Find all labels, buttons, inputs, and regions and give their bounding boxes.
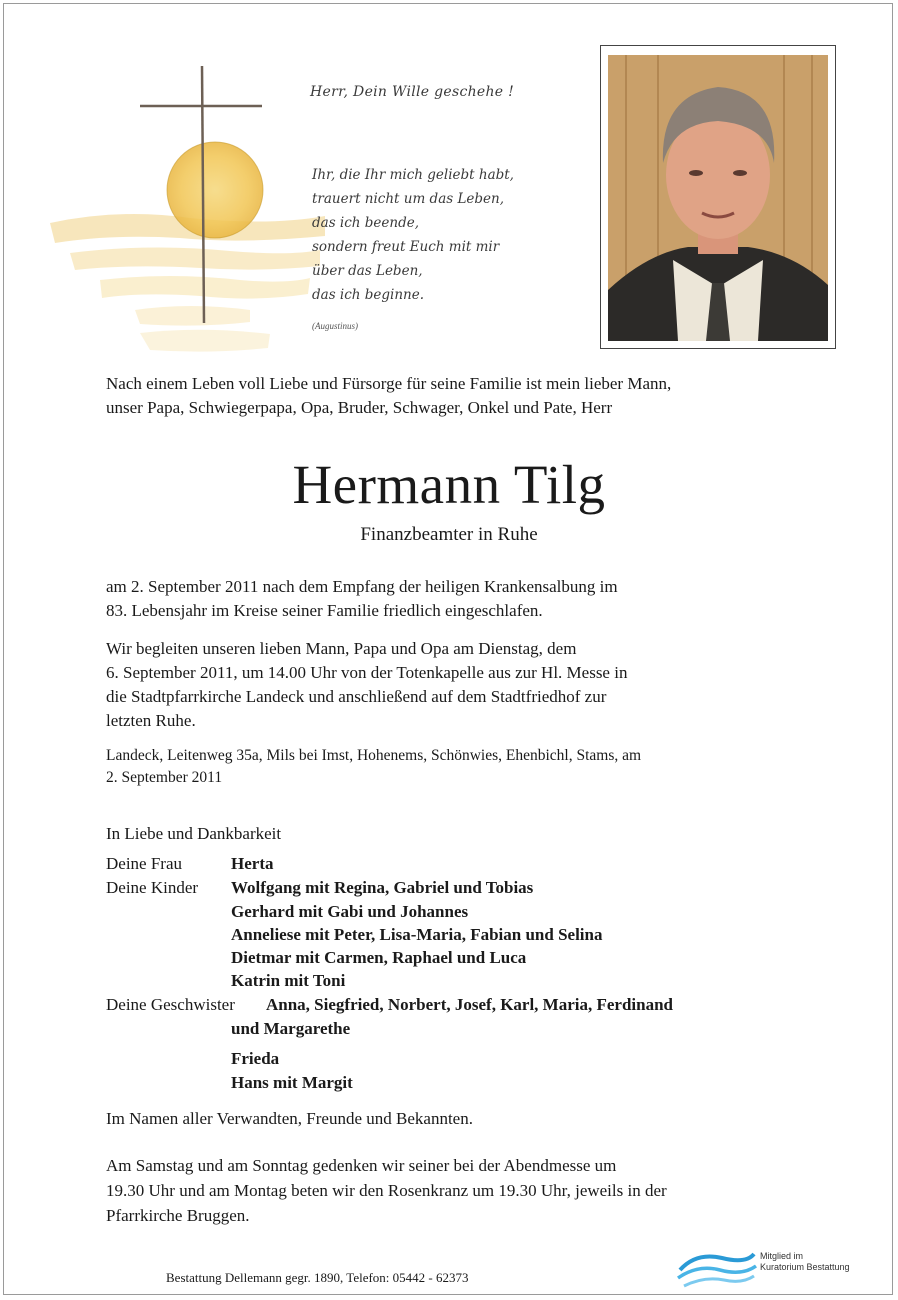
paragraph-line: letzten Ruhe. [106, 711, 196, 730]
quote-heading: Herr, Dein Wille geschehe ! [310, 84, 515, 100]
logo-text-line1: Mitglied im [760, 1251, 804, 1261]
paragraph-line: die Stadtpfarrkirche Landeck und anschließend auf dem Stadtfriedhof zur [106, 687, 607, 706]
poem-line: das ich beginne. [312, 287, 425, 303]
intro-line: unser Papa, Schwiegerpapa, Opa, Bruder, Schwager, Onkel und Pate, Herr [106, 398, 613, 417]
poem-line: trauert nicht um das Leben, [312, 191, 505, 207]
poem [312, 163, 514, 307]
cross-sun-artwork [40, 58, 330, 368]
poem-line: sondern freut Euch mit mir [312, 239, 500, 255]
child-entry: Anneliese mit Peter, Lisa-Maria, Fabian und Selina [231, 925, 603, 944]
paragraph-line: Wir begleiten unseren lieben Mann, Papa und Opa am Dienstag, dem [106, 639, 577, 658]
intro-line: Nach einem Leben voll Liebe und Fürsorge für seine Familie ist mein lieber Mann, [106, 374, 672, 393]
relative-entry: Hans mit Margit [231, 1073, 353, 1092]
children-label: Deine Kinder [106, 878, 199, 897]
wake-line: Am Samstag und am Sonntag gedenken wir seiner bei der Abendmesse um [106, 1156, 617, 1175]
wake-line: Pfarrkirche Bruggen. [106, 1206, 250, 1225]
funeral-home-footer: Bestattung Dellemann gegr. 1890, Telefon: 05442 - 62373 [166, 1270, 469, 1285]
funeral-paragraph [106, 637, 806, 733]
logo-text-line2: Kuratorium Bestattung [760, 1262, 850, 1272]
places-date [106, 745, 796, 789]
quote-attribution: (Augustinus) [312, 321, 358, 331]
child-entry: Katrin mit Toni [231, 971, 346, 990]
siblings-entry: Anna, Siegfried, Norbert, Josef, Karl, Maria, Ferdinand [266, 995, 674, 1014]
child-entry: Gerhard mit Gabi und Johannes [231, 902, 469, 921]
paragraph-line: am 2. September 2011 nach dem Empfang der heiligen Krankensalbung im [106, 577, 618, 596]
places-line: Landeck, Leitenweg 35a, Mils bei Imst, Hohenems, Schönwies, Ehenbichl, Stams, am [106, 747, 642, 764]
wife-label: Deine Frau [106, 854, 183, 873]
paragraph-line: 83. Lebensjahr im Kreise seiner Familie friedlich eingeschlafen. [106, 601, 543, 620]
poem-line: das ich beende, [312, 215, 420, 231]
portrait-photo [608, 55, 828, 341]
intro-text [106, 372, 806, 420]
child-entry: Wolfgang mit Regina, Gabriel und Tobias [231, 878, 534, 897]
places-line: 2. September 2011 [106, 769, 223, 786]
paragraph-line: 6. September 2011, um 14.00 Uhr von der Totenkapelle aus zur Hl. Messe in [106, 663, 628, 682]
deceased-name: Hermann Tilg [292, 454, 606, 515]
deceased-title: Finanzbeamter in Ruhe [360, 524, 538, 545]
poem-line: Ihr, die Ihr mich geliebt habt, [312, 167, 514, 183]
closing-line: Im Namen aller Verwandten, Freunde und Bekannten. [106, 1109, 473, 1128]
death-paragraph [106, 575, 806, 623]
relative-entry: Frieda [231, 1049, 280, 1068]
siblings-label: Deine Geschwister [106, 995, 235, 1014]
siblings-entry: und Margarethe [231, 1019, 351, 1038]
wife-name: Herta [231, 854, 274, 873]
child-entry: Dietmar mit Carmen, Raphael und Luca [231, 948, 527, 967]
wake-line: 19.30 Uhr und am Montag beten wir den Rosenkranz um 19.30 Uhr, jeweils in der [106, 1181, 667, 1200]
in-love-line: In Liebe und Dankbarkeit [106, 824, 282, 843]
poem-line: über das Leben, [312, 263, 423, 279]
wake-paragraph [106, 1153, 806, 1228]
